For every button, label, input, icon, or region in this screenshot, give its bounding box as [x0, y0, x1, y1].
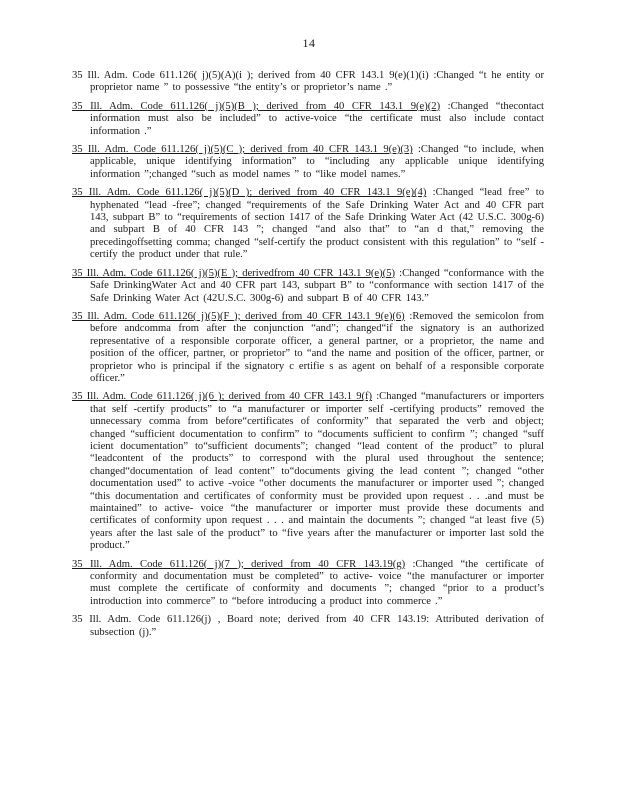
citation: 35 Ill. Adm. Code 611.126( j)(5)(C ); derived from 40 CFR 143.1 9(e)(3): [72, 144, 413, 156]
derivation-entry: [72, 101, 544, 138]
derivation-entry: [72, 391, 544, 552]
citation: 35 Ill. Adm. Code 611.126( j)(6 ); derived from 40 CFR 143.1 9(f): [72, 391, 373, 403]
entry-text: :Changed “conformance with the Safe DrinkingWater Act and 40 CFR part 143, subpart B” to “conformance with section 1417 of the Safe Drinking Water Act (42U.S.C. 300g-6) and subpart B of 40 CFR 143.”: [90, 267, 544, 304]
derivation-entry: [72, 559, 544, 609]
entry-text: :Changed “t he entity or proprietor name ” to possessive “the entity’s or proprietor’s name .”: [90, 70, 545, 94]
derivation-entry: [72, 614, 544, 639]
entry-text: :Changed “the certificate of conformity and documentation must be completed” to active- voice “the manufacturer or importer must complete the certificate of conformity and documents ”; changed “prior to a product’s introduction into commerce” to “before introducing a product into commerce .”: [90, 558, 544, 607]
entry-text: :Changed “lead free” to hyphenated “lead -free”; changed “requirements of the Safe Drinking Water Act and 40 CFR part 143, subpart B” to “requirements of section 1417 of the Safe Drinking Water Act (42 U.S.C. 300g-6) and subpart B of 40 CFR 143 ”; changed “and also that” to “an d that,” removing the precedingoffsetting comma; changed “self-certify the product consistent with this regulation” to “self -certify the product under that rule.”: [90, 187, 544, 261]
derivation-entry: [72, 144, 544, 181]
derivation-entry: [72, 70, 544, 95]
citation: 35 Ill. Adm. Code 611.126( j)(5)(D ); derived from 40 CFR 143.1 9(e)(4): [72, 187, 427, 199]
citation: 35 Ill. Adm. Code 611.126( j)(7 ); derived from 40 CFR 143.19(g): [72, 558, 406, 570]
entry-text: :Removed the semicolon from before andcomma from after the conjunction “and”; changed“if the signatory is an authorized representative of a responsible corporate officer, a general partner, or a proprietor, the name and position of the officer, partner, or proprietor” to “and the name and position of the officer, partner, or proprietor who is principal if the signatory c ertifie s as agent on behalf of a responsible corporate officer.”: [90, 310, 544, 384]
entry-text: :Changed “manufacturers or importers that self -certify products” to “a manufacturer or importer self -certifying products” removed the unnecessary comma from before“certificates of conformity” that separated the verb and object; changed “sufficient documentation to confirm” to “documents sufficient to confirm ”; changed “suff icient documentation” to“sufficient documents”; changed “lead content of the product” to plural “leadcontent of the products” to correspond with the plural used throughout the sentence; changed“documentation of lead content” to“documents giving the lead content ”; changed “other documentation used” to active -voice “other documents the manufacturer or importer used ”; changed “this documentation and certificates of conformity must be provided upon request . . .and must be maintained” to active- voice “the manufacturer or importer must provide these documents and certificates of conformity upon request . . . and maintain the documents ”; changed “at least five (5) years after the last sale of the product” to “five years after the manufacturer or importer last sold the product.”: [90, 391, 544, 552]
derivation-entry: [72, 311, 544, 385]
page-number: 14: [302, 36, 316, 50]
citation: 35 Ill. Adm. Code 611.126( j)(5)(F ); derived from 40 CFR 143.1 9(e)(6): [72, 310, 405, 322]
citation: 35 Ill. Adm. Code 611.126( j)(5)(E ); derivedfrom 40 CFR 143.1 9(e)(5): [72, 267, 396, 279]
citation: 35 Ill. Adm. Code 611.126( j)(5)(B ); derived from 40 CFR 143.1 9(e)(2): [72, 100, 441, 112]
derivation-entry: [72, 187, 544, 261]
derivation-notes: [72, 70, 544, 645]
citation: 35 Ill. Adm. Code 611.126( j)(5)(A)(i ); derived from 40 CFR 143.1 9(e)(1)(i): [72, 70, 429, 81]
citation: 35 Ill. Adm. Code 611.126(j) , Board note; derived from 40 CFR 143.19: Attributed derivation of subsection (j).”: [72, 614, 544, 638]
entry-text: :Changed “to include, when applicable, unique identifying information” to “including any applicable unique identifying information ”;changed “such as model names ” to “like model names.”: [90, 144, 544, 180]
derivation-entry: [72, 268, 544, 305]
entry-text: :Changed “thecontact information must also be included” to active-voice “the certificate must also include contact information .”: [90, 100, 544, 137]
